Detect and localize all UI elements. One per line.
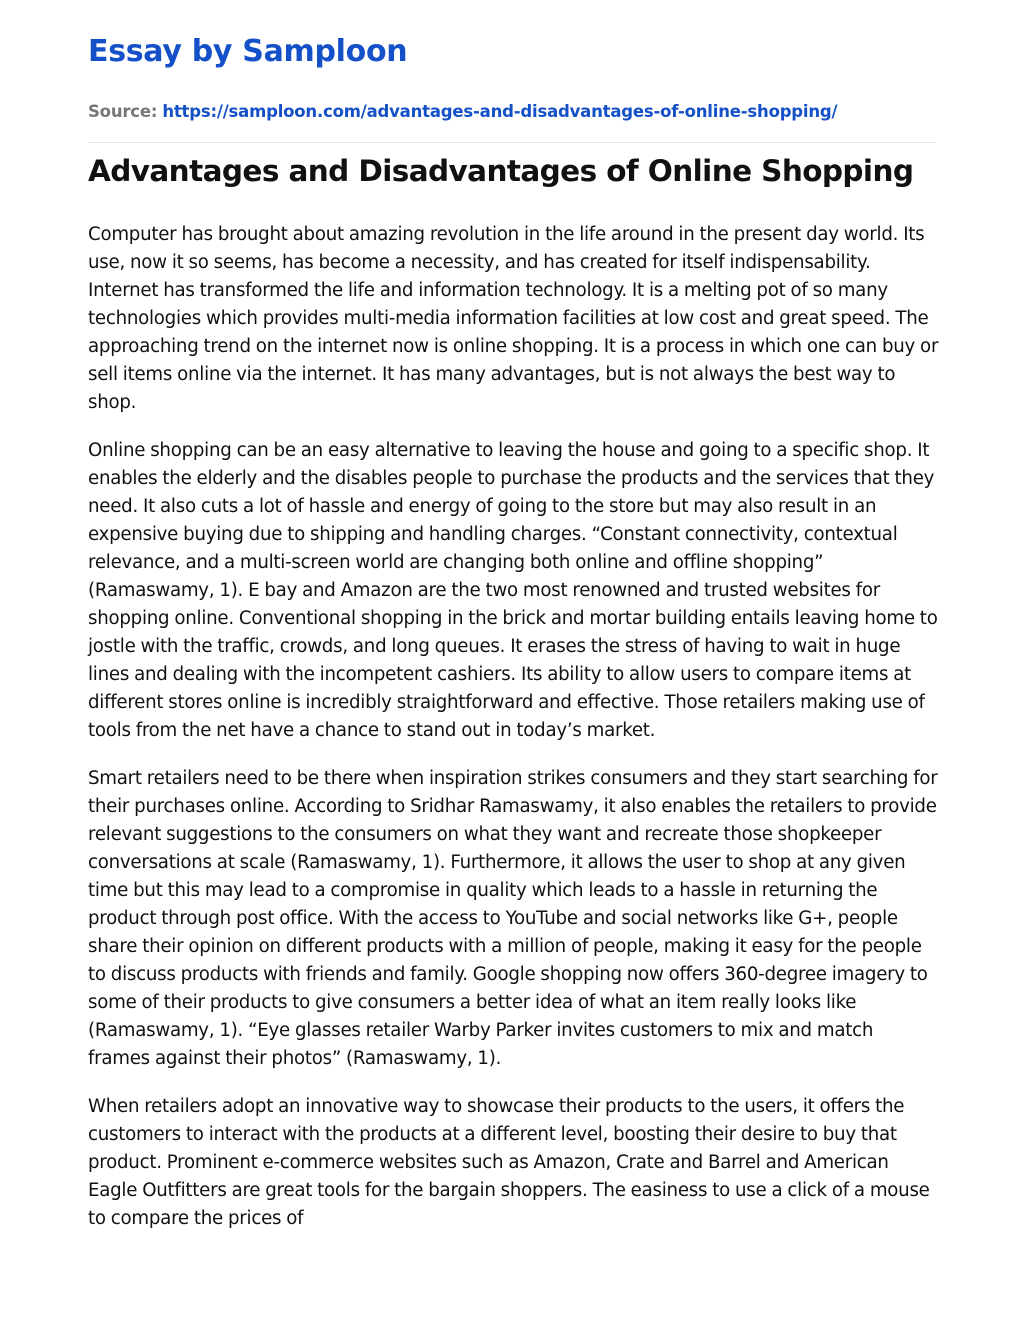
brand-title: Essay by Samploon [88,34,408,69]
essay-paragraph: Smart retailers need to be there when inspiration strikes consumers and they start searching for their purchases online. According to Sridhar Ramaswamy, it also enables the retailers to provide relevant suggestions to the consumers on what they want and recreate those shopkeeper conversations at scale (Ramaswamy, 1). Furthermore, it allows the user to shop at any given time but this may lead to a compromise in quality which leads to a hassle in returning the product through post office. With the access to YouTube and social networks like G+, people share their opinion on different products with a million of people, making it easy for the people to discuss products with friends and family. Google shopping now offers 360-degree imagery to some of their products to give consumers a better idea of what an item really looks like (Ramaswamy, 1). “Eye glasses retailer Warby Parker invites customers to mix and match frames against their photos” (Ramaswamy, 1). [88,768,938,1069]
essay-paragraph: Online shopping can be an easy alternative to leaving the house and going to a specific shop. It enables the elderly and the disables people to purchase the products and the services that they need. It also cuts a lot of hassle and energy of going to the store but may also result in an expensive buying due to shipping and handling charges. “Constant connectivity, contextual relevance, and a multi-screen world are changing both online and offline shopping” (Ramaswamy, 1). E bay and Amazon are the two most renowned and trusted websites for shopping online. Conventional shopping in the brick and mortar building entails leaving home to jostle with the traffic, crowds, and long queues. It erases the stress of having to wait in huge lines and dealing with the incompetent cashiers. Its ability to allow users to compare items at different stores online is incredibly straightforward and effective. Those retailers making use of tools from the net have a chance to stand out in today’s market. [88,440,938,741]
source-label: Source: [88,102,158,121]
source-link[interactable]: https://samploon.com/advantages-and-disadvantages-of-online-shopping/ [162,102,838,121]
essay-paragraph: When retailers adopt an innovative way to showcase their products to the users, it offers the customers to interact with the products at a different level, boosting their desire to buy that product. Prominent e-commerce websites such as Amazon, Crate and Barrel and American Eagle Outfitters are great tools for the bargain shoppers. The easiness to use a click of a mouse to compare the prices of [88,1096,930,1229]
header-divider [88,142,936,143]
essay-body [88,221,940,1253]
essay-paragraph: Computer has brought about amazing revolution in the life around in the present day world. Its use, now it so seems, has become a necessity, and has created for itself indispensability. Internet has transformed the life and information technology. It is a melting pot of so many technologies which provides multi-media information facilities at low cost and great speed. The approaching trend on the internet now is online shopping. It is a process in which one can buy or sell items online via the internet. It has many advantages, but is not always the best way to shop. [88,224,939,413]
source-line [88,102,837,121]
essay-title: Advantages and Disadvantages of Online Shopping [88,154,914,188]
